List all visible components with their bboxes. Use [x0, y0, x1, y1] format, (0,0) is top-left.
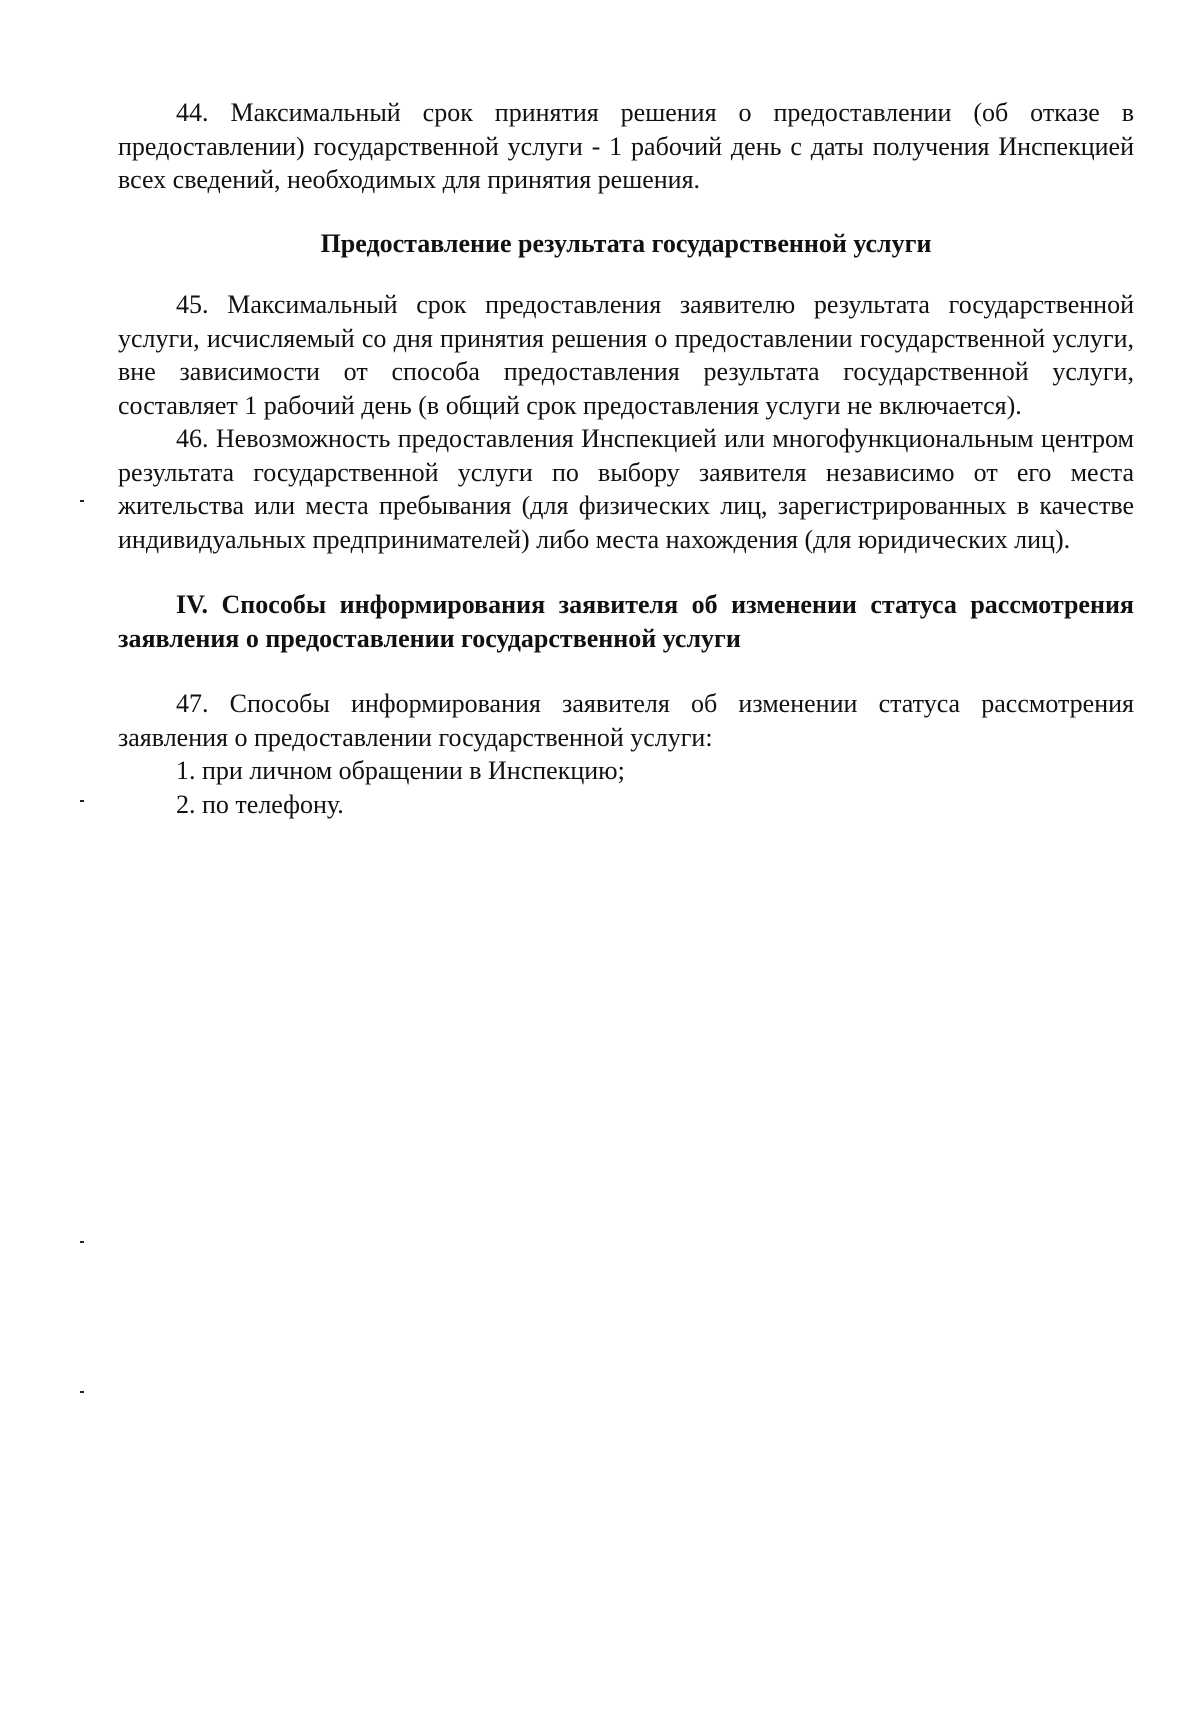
paragraph-44: 44. Максимальный срок принятия решения о предоставлении (об отказе в предоставлении) государственной услуги - 1 рабочий день с даты получения Инспекцией всех сведений, необходимых для принятия решения.	[118, 98, 1134, 194]
scan-mark	[80, 1241, 84, 1243]
paragraph-46: 46. Невозможность предоставления Инспекцией или многофункциональным центром результата государственной услуги по выбору заявителя независимо от его места жительства или места пребывания (для физических лиц, зарегистрированных в качестве индивидуальных предпринимателей) либо места нахождения (для юридических лиц).	[118, 424, 1134, 554]
document-page	[118, 96, 1134, 821]
paragraph-45: 45. Максимальный срок предоставления заявителю результата государственной услуги, исчисляемый со дня принятия решения о предоставлении государственной услуги, вне зависимости от способа предоставления результата государственной услуги, составляет 1 рабочий день (в общий срок предоставления услуги не включается).	[118, 290, 1134, 420]
list-item-2: 2. по телефону.	[176, 789, 344, 819]
section-iv-heading: IV. Способы информирования заявителя об изменении статуса рассмотрения заявления о предоставлении государственной услуги	[118, 590, 1134, 653]
list-item-1: 1. при личном обращении в Инспекцию;	[176, 756, 625, 785]
heading-result-provision: Предоставление результата государственной услуги	[320, 228, 932, 258]
scan-mark	[80, 1391, 84, 1393]
scan-mark	[80, 800, 84, 802]
paragraph-47: 47. Способы информирования заявителя об изменении статуса рассмотрения заявления о предоставлении государственной услуги:	[118, 689, 1134, 752]
scan-mark	[80, 500, 84, 502]
